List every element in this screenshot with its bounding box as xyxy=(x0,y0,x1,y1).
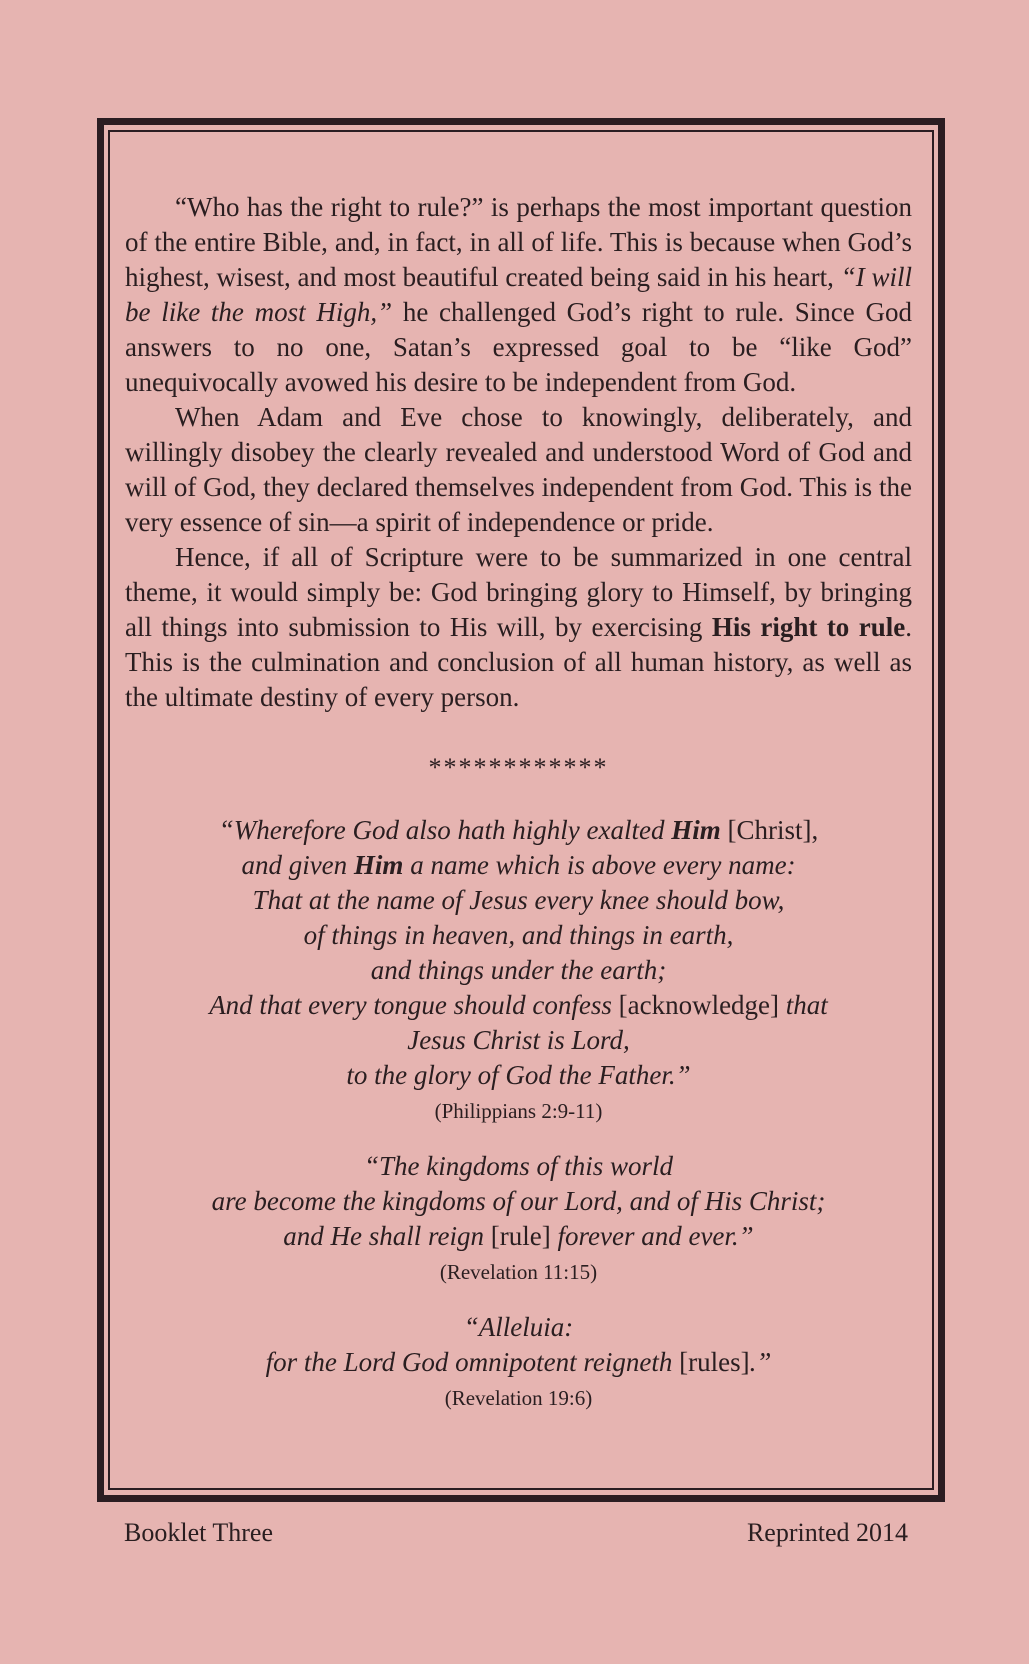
asterisk-divider: ************ xyxy=(428,753,609,782)
quote-most-high: “I will be like the most High,” xyxy=(125,262,912,327)
verse-philippians xyxy=(125,813,912,1125)
verse-reference: (Philippians 2:9-11) xyxy=(434,1099,603,1123)
paragraph-adam-eve: When Adam and Eve chose to knowingly, deliberately, and willingly disobey the clearly revealed and understood Word of God and will of God, they declared themselves independent from God. This is the very essence of sin—a spirit of independence or pride. xyxy=(125,402,912,537)
paragraph-intro: “Who has the right to rule?” is perhaps the most important question of the entire Bible, and, in fact, in all of life. This is because when God’s highest, wisest, and most beautiful created being said in his heart, “I will be like the most High,” he challenged God’s right to rule. Since God answers to no one, Satan’s expressed goal to be “like God” unequivocally avowed his desire to be independent from God. xyxy=(125,192,912,397)
footer-reprint-label: Reprinted 2014 xyxy=(746,1518,908,1547)
emphasis-right-to-rule: His right to rule xyxy=(711,612,906,642)
verse-line: are become the kingdoms of our Lord, and of His Christ; xyxy=(211,1186,826,1216)
verse-line: “Alleluia: xyxy=(463,1312,574,1342)
verse-line: “The kingdoms of this world xyxy=(363,1151,674,1181)
verse-line: of things in heaven, and things in earth, xyxy=(303,920,734,950)
verse-line: “Wherefore God also hath highly exalted Him [Christ], xyxy=(218,815,819,845)
page-content xyxy=(125,190,912,1412)
verse-line: That at the name of Jesus every knee should bow, xyxy=(252,885,785,915)
paragraph-hence: Hence, if all of Scripture were to be summarized in one central theme, it would simply be: God bringing glory to Himself, by bringing all things into submission to His will, by exercising His right to rule. This is the culmination and conclusion of all human history, as well as the ultimate destiny of every person. xyxy=(125,542,912,712)
verse-line: and He shall reign [rule] forever and ever.” xyxy=(283,1221,754,1251)
verse-line: and given Him a name which is above every name: xyxy=(241,850,796,880)
verse-reference: (Revelation 19:6) xyxy=(444,1386,593,1410)
verse-revelation-19 xyxy=(125,1310,912,1412)
footer-booklet-label: Booklet Three xyxy=(124,1518,273,1547)
verse-line: and things under the earth; xyxy=(370,955,667,985)
verse-line: Jesus Christ is Lord, xyxy=(407,1025,630,1055)
verse-line: And that every tongue should confess [acknowledge] that xyxy=(209,990,828,1020)
verse-line: to the glory of God the Father.” xyxy=(346,1060,691,1090)
verse-revelation-11 xyxy=(125,1149,912,1286)
verse-reference: (Revelation 11:15) xyxy=(439,1260,598,1284)
verse-line: for the Lord God omnipotent reigneth [rules].” xyxy=(265,1347,772,1377)
